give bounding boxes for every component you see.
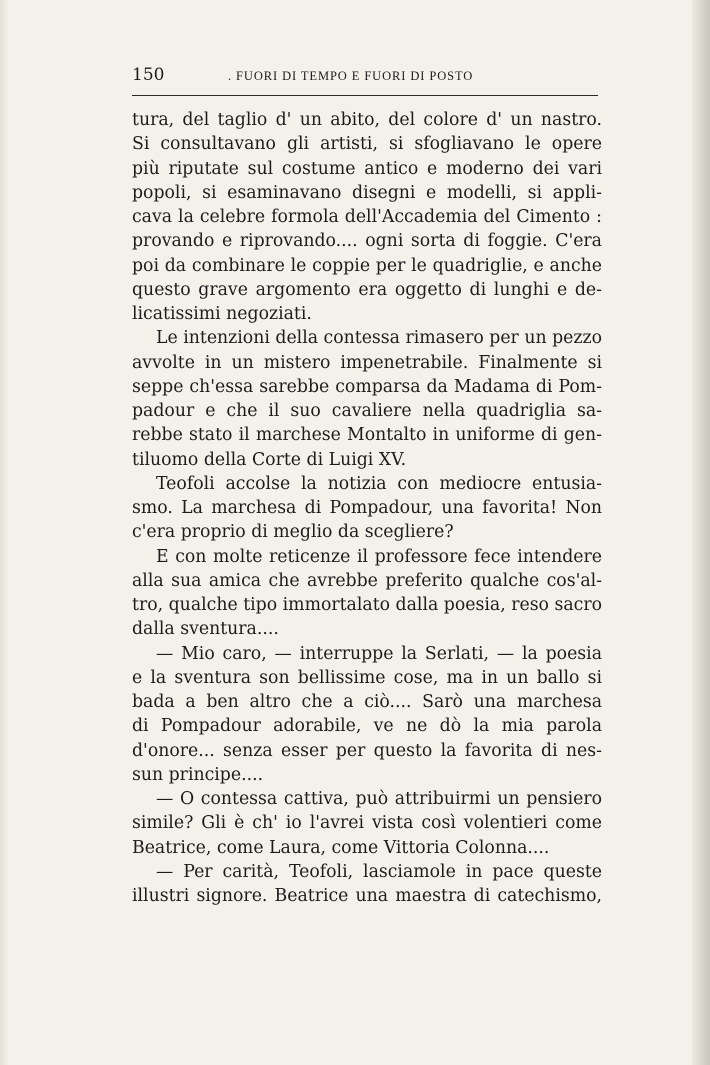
- text-line: smo. La marchesa di Pompadour, una favorita! Non: [132, 498, 602, 518]
- body-text: [132, 108, 602, 908]
- text-line: tiluomo della Corte di Luigi XV.: [132, 449, 407, 470]
- text-line: — Mio caro, — interruppe la Serlati, — la poesia: [156, 643, 602, 664]
- text-line: cava la celebre formola dell'Accademia del Cimento :: [132, 207, 602, 227]
- text-line: rebbe stato il marchese Montalto in uniforme di gen-: [132, 425, 602, 446]
- text-line: Le intenzioni della contessa rimasero per un pezzo: [156, 328, 602, 349]
- text-line: Si consultavano gli artisti, si sfogliavano le opere: [132, 134, 602, 155]
- text-line: Beatrice, come Laura, come Vittoria Colonna....: [132, 837, 550, 858]
- text-line: sun principe....: [132, 764, 264, 785]
- text-line: — Per carità, Teofoli, lasciamole in pace queste: [156, 861, 602, 882]
- page-right-edge: [692, 0, 710, 1065]
- text-line: questo grave argomento era oggetto di lunghi e de-: [132, 279, 602, 300]
- text-line: alla sua amica che avrebbe preferito qualche cos'al-: [132, 570, 602, 591]
- text-line: padour e che il suo cavaliere nella quadriglia sa-: [132, 401, 602, 421]
- text-line: seppe ch'essa sarebbe comparsa da Madama di Pom-: [132, 376, 602, 397]
- text-line: licatissimi negoziati.: [132, 304, 312, 324]
- text-line: bada a ben altro che a ciò.... Sarò una marchesa: [132, 692, 602, 712]
- text-line: c'era proprio di meglio da scegliere?: [132, 522, 454, 543]
- text-line: poi da combinare le coppie per le quadriglie, e anche: [132, 255, 602, 276]
- running-title: . FUORI DI TEMPO E FUORI DI POSTO: [228, 69, 474, 83]
- page-left-edge: [0, 0, 8, 1065]
- text-line: di Pompadour adorabile, ve ne dò la mia parola: [132, 716, 602, 737]
- text-line: E con molte reticenze il professore fece intendere: [156, 546, 602, 567]
- text-line: avvolte in un mistero impenetrabile. Finalmente si: [132, 352, 602, 373]
- page-number: 150: [132, 65, 165, 85]
- text-line: Teofoli accolse la notizia con mediocre entusia-: [156, 473, 602, 494]
- text-line: provando e riprovando.... ogni sorta di foggie. C'era: [132, 231, 602, 252]
- text-line: popoli, si esaminavano disegni e modelli, si appli-: [132, 182, 602, 203]
- text-line: dalla sventura....: [132, 619, 279, 640]
- text-line: simile? Gli è ch' io l'avrei vista così volentieri come: [132, 813, 602, 834]
- text-line: illustri signore. Beatrice una maestra di catechismo,: [132, 886, 602, 906]
- text-line: tro, qualche tipo immortalato dalla poesia, reso sacro: [132, 595, 602, 615]
- text-line: e la sventura son bellissime cose, ma in un ballo si: [132, 667, 602, 688]
- page-header: [132, 64, 598, 90]
- text-line: d'onore... senza esser per questo la favorita di nes-: [132, 740, 602, 761]
- text-line: — O contessa cattiva, può attribuirmi un pensiero: [156, 789, 602, 809]
- text-line: più riputate sul costume antico e moderno dei vari: [132, 158, 602, 179]
- header-rule: [132, 95, 598, 96]
- text-line: tura, del taglio d' un abito, del colore d' un nastro.: [132, 110, 602, 130]
